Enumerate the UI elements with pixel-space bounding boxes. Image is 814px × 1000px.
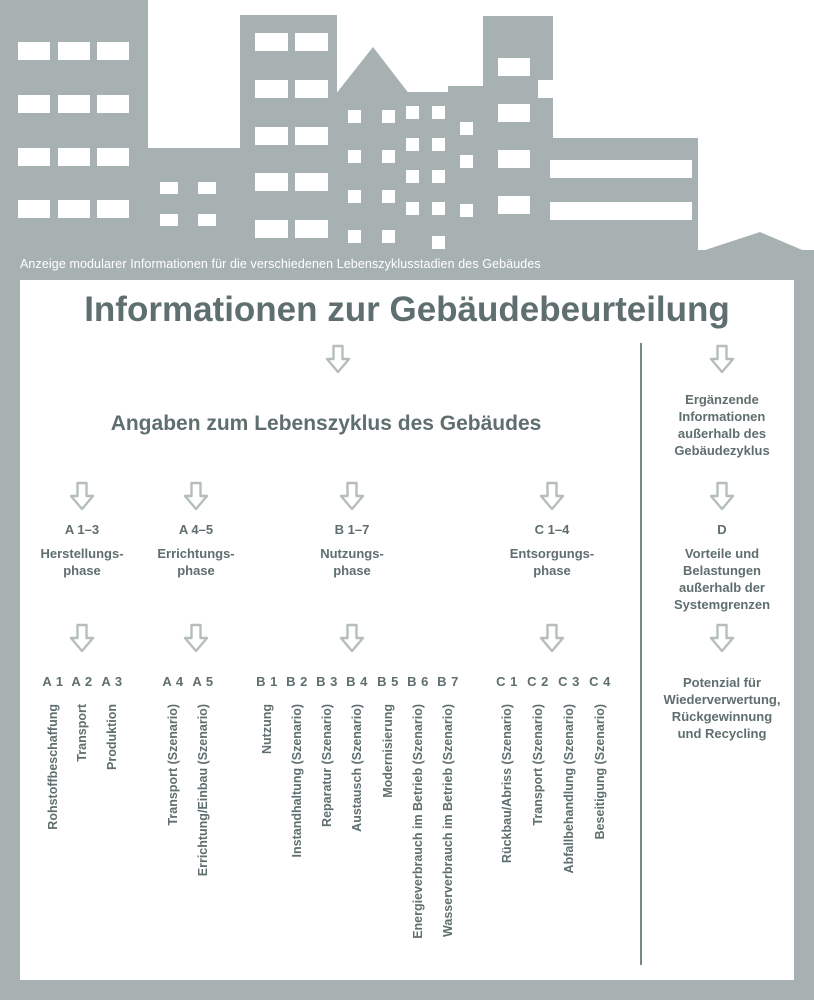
stage-code: C 1–4 — [534, 522, 570, 537]
module-label: Abfallbehandlung (Szenario) — [562, 704, 576, 874]
phase-name — [157, 545, 234, 579]
module-label: Rückbau/Abriss (Szenario) — [500, 704, 514, 864]
module-code: A 4 — [162, 674, 184, 689]
phase-name-line: phase — [177, 563, 215, 578]
module-code: A 2 — [71, 674, 93, 689]
phase-name-line: phase — [333, 563, 371, 578]
phase-name-line: phase — [533, 563, 571, 578]
module-code: B 2 — [286, 674, 308, 689]
module-code: A 1 — [42, 674, 64, 689]
module-code: B 7 — [437, 674, 459, 689]
arrow-down-icon — [321, 343, 355, 377]
module-code: C 4 — [589, 674, 611, 689]
main-title: Informationen zur Gebäudebeurteilung — [84, 290, 730, 329]
text-line: Systemgrenzen — [673, 597, 771, 612]
module-label: Rohstoffbeschaffung — [46, 704, 60, 830]
module-code: B 4 — [346, 674, 368, 689]
arrow-down-icon — [705, 343, 739, 377]
text-line: Potenzial für — [682, 675, 762, 690]
benefits-text — [674, 545, 770, 613]
module-label: Beseitigung (Szenario) — [593, 704, 607, 840]
phase-name — [40, 545, 123, 579]
arrow-down-icon — [179, 480, 213, 514]
module-code: A 5 — [192, 674, 214, 689]
module-label: Energieverbrauch im Betrieb (Szenario) — [411, 704, 425, 939]
arrow-down-icon — [705, 622, 739, 656]
module-code: C 1 — [496, 674, 518, 689]
module-label: Instandhaltung (Szenario) — [290, 704, 304, 858]
module-label: Austausch (Szenario) — [350, 704, 364, 832]
arrow-down-icon — [179, 622, 213, 656]
module-code: B 1 — [256, 674, 278, 689]
phase-name-line: Entsorgungs- — [509, 546, 595, 561]
arrow-down-icon — [65, 480, 99, 514]
text-line: Ergänzende — [685, 392, 759, 407]
module-label: Transport (Szenario) — [166, 704, 180, 826]
module-code: C 3 — [558, 674, 580, 689]
module-label: Produktion — [105, 704, 119, 770]
phase-name — [510, 545, 595, 579]
text-line: und Recycling — [677, 726, 767, 741]
module-code: A 3 — [101, 674, 123, 689]
module-code: C 2 — [527, 674, 549, 689]
module-label: Errichtung/Einbau (Szenario) — [196, 704, 210, 877]
arrow-down-icon — [335, 480, 369, 514]
text-line: Gebäudezyklus — [674, 443, 770, 458]
stage-code: A 4–5 — [178, 522, 214, 537]
text-line: Informationen — [678, 409, 766, 424]
module-code: B 5 — [377, 674, 399, 689]
phase-name-line: Errichtungs- — [157, 546, 235, 561]
module-label: Modernisierung — [381, 704, 395, 798]
phase-name-line: phase — [63, 563, 101, 578]
potential-text — [664, 674, 781, 742]
supplementary-heading — [674, 391, 769, 459]
figure-subtitle: Anzeige modularer Informationen für die verschiedenen Lebenszyklusstadien des Gebäudes — [20, 257, 541, 271]
module-label: Wasserverbrauch im Betrieb (Szenario) — [441, 704, 455, 937]
text-line: Belastungen — [682, 563, 761, 578]
arrow-down-icon — [535, 622, 569, 656]
phase-name-line: Nutzungs- — [320, 546, 384, 561]
module-code: B 3 — [316, 674, 338, 689]
module-label: Reparatur (Szenario) — [320, 704, 334, 827]
arrow-down-icon — [705, 480, 739, 514]
stage-code: A 1–3 — [64, 522, 100, 537]
arrow-down-icon — [65, 622, 99, 656]
text-line: Wiederverwertung, — [663, 692, 781, 707]
text-line: Vorteile und — [684, 546, 760, 561]
text-line: Rückgewinnung — [671, 709, 773, 724]
module-label: Transport — [75, 704, 89, 762]
module-code: B 6 — [407, 674, 429, 689]
column-divider — [640, 343, 642, 965]
stage-code: B 1–7 — [334, 522, 370, 537]
lifecycle-heading: Angaben zum Lebenszyklus des Gebäudes — [110, 412, 542, 435]
arrow-down-icon — [335, 622, 369, 656]
module-label: Nutzung — [260, 704, 274, 754]
arrow-down-icon — [535, 480, 569, 514]
text-line: außerhalb des — [677, 426, 767, 441]
module-label: Transport (Szenario) — [531, 704, 545, 826]
phase-name — [320, 545, 384, 579]
phase-name-line: Herstellungs- — [40, 546, 124, 561]
stage-code: D — [717, 522, 727, 537]
text-line: außerhalb der — [679, 580, 765, 595]
